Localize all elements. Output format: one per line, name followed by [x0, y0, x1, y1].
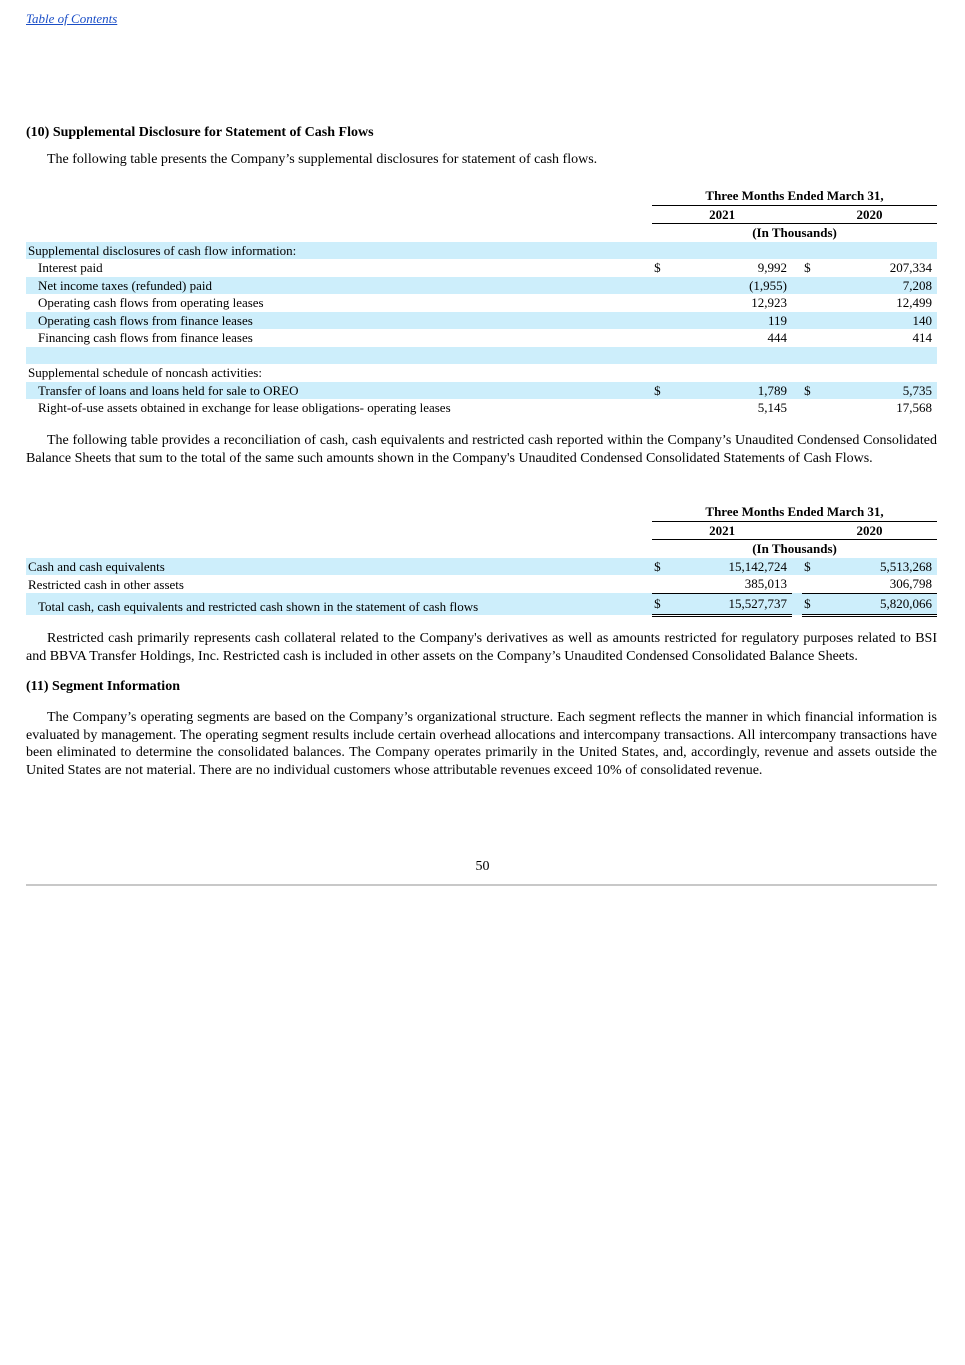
- page-number: 50: [475, 859, 490, 874]
- units-label: (In Thousands): [752, 225, 837, 241]
- section-label: Supplemental schedule of noncash activities:: [28, 365, 262, 381]
- table-row: Operating cash flows from operating leases 12,923 12,499: [38, 295, 932, 311]
- table-of-contents-link[interactable]: Table of Contents: [26, 11, 118, 26]
- section-label: Supplemental disclosures of cash flow information:: [26, 242, 937, 260]
- year-2021-header: 2021: [652, 205, 792, 224]
- reconciliation-intro: The following table provides a reconciliation of cash, cash equivalents and restricted cash reported within the Company’s Unaudited Condensed Consolidated Balance Sheets that sum to the total of the same such amounts shown in the Company's Unaudited Condensed Consolidated Statements of Cash Flows.: [26, 433, 937, 466]
- cash-reconciliation-table: [26, 503, 937, 617]
- table-row: Restricted cash in other assets 385,013 306,798: [28, 576, 932, 592]
- footer-divider: [26, 884, 937, 886]
- table-row: Financing cash flows from finance leases 444 414: [38, 330, 932, 346]
- section-11-body: The Company’s operating segments are based on the Company’s organizational structure. Each segment reflects the manner in which financial information is evaluated by management. The operating segment results include certain overhead allocations and intercompany transactions. All intercompany transactions have been eliminated to determine the consolidated balances. The Company operates primarily in the United States, and, accordingly, revenue and assets outside the United States are not material. There are no individual customers whose attributable revenues exceed 10% of consolidated revenue.: [26, 710, 937, 778]
- table-row: Interest paid $ 9,992 $ 207,334: [38, 260, 932, 276]
- cash-flow-supplemental-table: [26, 187, 937, 417]
- section-10-intro: The following table presents the Company’s supplemental disclosures for statement of cash flows.: [47, 152, 598, 167]
- table-row: Net income taxes (refunded) paid (1,955) 7,208: [26, 277, 937, 295]
- table-row: Transfer of loans and loans held for sale to OREO $ 1,789 $ 5,735: [26, 382, 937, 400]
- table-row: Right-of-use assets obtained in exchange for lease obligations- operating leases 5,145 17,568: [38, 400, 932, 416]
- period-header: Three Months Ended March 31,: [652, 187, 937, 205]
- year-2020-header: 2020: [802, 205, 937, 224]
- year-2020-header: 2020: [802, 521, 937, 540]
- section-10-heading: (10) Supplemental Disclosure for Statement of Cash Flows: [26, 125, 374, 140]
- spacer-row: [26, 347, 937, 365]
- year-2021-header: 2021: [652, 521, 792, 540]
- section-11-heading: (11) Segment Information: [26, 679, 180, 694]
- period-header: Three Months Ended March 31,: [652, 503, 937, 521]
- units-label: (In Thousands): [752, 541, 837, 557]
- total-row: Total cash, cash equivalents and restricted cash shown in the statement of cash flows $ 15,527,737 $ 5,820,066: [26, 593, 937, 615]
- table-row: Cash and cash equivalents $ 15,142,724 $ 5,513,268: [26, 558, 937, 576]
- table-row: Operating cash flows from finance leases 119 140: [26, 312, 937, 330]
- restricted-cash-note: Restricted cash primarily represents cash collateral related to the Company's derivatives as well as amounts restricted for regulatory purposes related to BSI and BBVA Transfer Holdings, Inc. Restricted cash is included in other assets on the Company’s Unaudited Condensed Consolidated Balance Sheets.: [26, 631, 937, 664]
